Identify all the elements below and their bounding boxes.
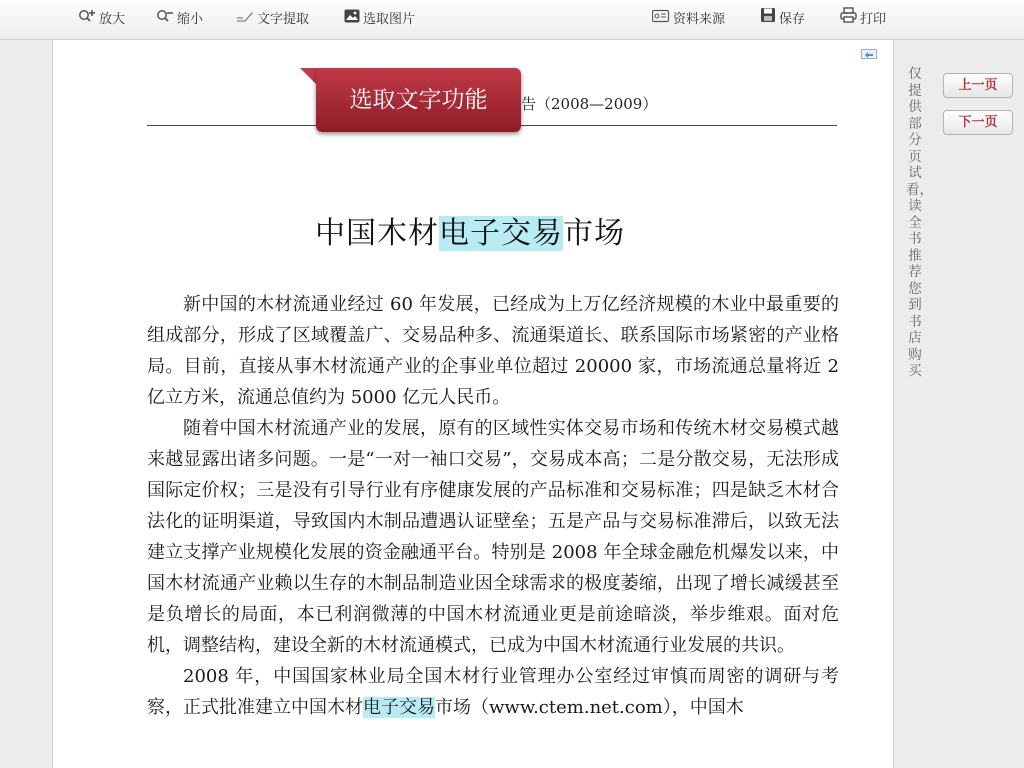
body-text <box>147 289 839 723</box>
paragraph <box>147 661 839 723</box>
page-header: 告（2008—2009） <box>521 95 658 113</box>
select-image-label: 选取图片 <box>363 12 416 27</box>
prev-page-button[interactable]: 上一页 <box>943 73 1013 98</box>
preview-notice: 仅提供部分页试看，读全书推荐您到书店购买 <box>906 66 933 379</box>
next-page-button[interactable]: 下一页 <box>943 110 1013 135</box>
document-page <box>52 40 894 768</box>
feature-tooltip: 选取文字功能 <box>316 68 521 132</box>
page-corner-icon <box>861 44 877 54</box>
save-icon <box>760 0 776 40</box>
source-info-label: 资料来源 <box>673 12 726 27</box>
extract-text-button[interactable] <box>236 0 309 40</box>
paragraph-text-end: 市场（www.ctem.net.com），中国木 <box>435 697 744 718</box>
title-text-end: 市场 <box>563 216 625 251</box>
paragraph: 新中国的木材流通业经过 60 年发展，已经成为上万亿经济规模的木业中最重要的组成部分，形成了区域覆盖广、交易品种多、流通渠道长、联系国际市场紧密的产业格局。目前，直接从事木材流通产业的企事业单位超过 20000 家，市场流通总量将近 2 亿立方米，流通总值约为 5000 亿元人民币。 <box>147 294 839 408</box>
zoom-out-label: 缩小 <box>177 12 204 27</box>
text-highlight: 电子交易 <box>363 697 435 718</box>
image-icon <box>344 0 360 40</box>
source-info-button[interactable] <box>652 0 725 40</box>
save-button[interactable] <box>760 0 805 40</box>
paragraph-text: 2008 年，中国国家林业局全国木材行业管理办公室经过审慎而周密的调研与考察，正式批准建立中国木材 <box>147 666 839 718</box>
source-icon <box>652 0 670 40</box>
zoom-in-button[interactable] <box>78 0 125 40</box>
zoom-out-icon <box>156 0 174 40</box>
save-label: 保存 <box>779 12 806 27</box>
printer-icon <box>840 0 857 40</box>
print-button[interactable] <box>840 0 886 40</box>
title-text: 中国木材 <box>315 216 439 251</box>
paragraph: 随着中国木材流通产业的发展，原有的区域性实体交易市场和传统木材交易模式越来越显露出诸多问题。一是“一对一袖口交易”，交易成本高；二是分散交易，无法形成国际定价权；三是没有引导行业有序健康发展的产品标准和交易标准；四是缺乏木材合法化的证明渠道，导致国内木制品遭遇认证壁垒；五是产品与交易标准滞后，以致无法建立支撑产业规模化发展的资金融通平台。特别是 2008 年全球金融危机爆发以来，中国木材流通产业赖以生存的木制品制造业因全球需求的极度萎缩，出现了增长减缓甚至是负增长的局面，本已利润微薄的中国木材流通业更是前途暗淡，举步维艰。面对危机，调整结构，建设全新的木材流通模式，已成为中国木材流通行业发展的共识。 <box>147 418 839 656</box>
zoom-out-button[interactable] <box>156 0 203 40</box>
print-label: 打印 <box>860 12 887 27</box>
select-image-button[interactable] <box>344 0 415 40</box>
page-title <box>315 208 625 252</box>
extract-text-label: 文字提取 <box>257 12 310 27</box>
pencil-icon <box>236 0 254 40</box>
zoom-in-label: 放大 <box>99 12 126 27</box>
toolbar <box>0 0 1024 40</box>
left-margin <box>0 40 52 768</box>
title-highlight: 电子交易 <box>439 216 563 251</box>
zoom-in-icon <box>78 0 96 40</box>
